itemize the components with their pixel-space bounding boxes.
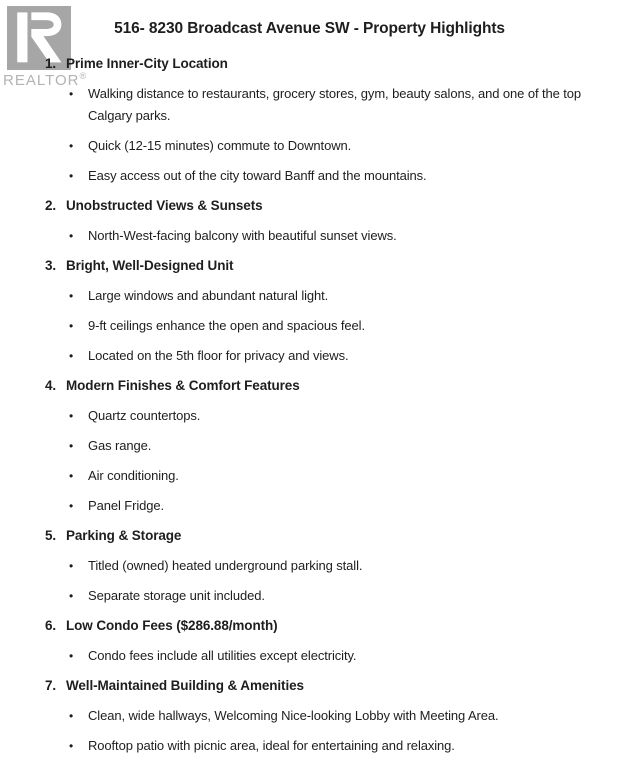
highlight-section	[45, 525, 596, 607]
section-title: Well-Maintained Building & Amenities	[66, 678, 304, 693]
highlight-section	[45, 375, 596, 517]
bullet-text: Condo fees include all utilities except electricity.	[88, 648, 357, 663]
bullet-text: Rooftop patio with picnic area, ideal for entertaining and relaxing.	[88, 738, 455, 753]
section-heading	[45, 255, 596, 277]
bullet-text: Panel Fridge.	[88, 498, 165, 513]
bullet-text: Located on the 5th floor for privacy and views.	[88, 348, 349, 363]
bullet-text: Large windows and abundant natural light.	[88, 288, 329, 303]
section-title: Unobstructed Views & Sunsets	[66, 198, 263, 213]
bullet-dot-icon: •	[69, 289, 74, 303]
highlight-section	[45, 255, 596, 367]
bullet-text: Separate storage unit included.	[88, 588, 265, 603]
section-number: 7.	[45, 678, 57, 693]
section-heading	[45, 615, 596, 637]
section-number: 4.	[45, 378, 57, 393]
bullet-item	[69, 165, 596, 187]
highlight-section	[45, 675, 596, 757]
realtor-watermark-text: REALTOR	[3, 72, 80, 89]
bullet-dot-icon: •	[69, 439, 74, 453]
bullet-dot-icon: •	[69, 349, 74, 363]
bullet-dot-icon: •	[69, 469, 74, 483]
bullet-text: North-West-facing balcony with beautiful sunset views.	[88, 228, 397, 243]
section-number: 5.	[45, 528, 57, 543]
bullet-dot-icon: •	[69, 139, 74, 153]
page-title: 516- 8230 Broadcast Avenue SW - Property Highlights	[114, 20, 505, 37]
section-number: 6.	[45, 618, 57, 633]
bullet-dot-icon: •	[69, 169, 74, 183]
bullet-text: Gas range.	[88, 438, 152, 453]
bullet-text: Easy access out of the city toward Banff and the mountains.	[88, 168, 427, 183]
bullet-dot-icon: •	[69, 319, 74, 333]
section-number: 3.	[45, 258, 57, 273]
bullet-item	[69, 585, 596, 607]
bullet-dot-icon: •	[69, 589, 74, 603]
bullet-dot-icon: •	[69, 649, 74, 663]
section-number: 1.	[45, 56, 57, 71]
section-title: Prime Inner-City Location	[66, 56, 228, 71]
section-title: Low Condo Fees ($286.88/month)	[66, 618, 278, 633]
bullet-item	[69, 555, 596, 577]
bullet-dot-icon: •	[69, 409, 74, 423]
bullet-item	[69, 135, 596, 157]
bullet-item	[69, 435, 596, 457]
bullet-text: Titled (owned) heated underground parking stall.	[88, 558, 363, 573]
bullet-item	[69, 315, 596, 337]
registered-trademark-symbol: ®	[79, 71, 87, 81]
bullet-item	[69, 345, 596, 367]
bullet-text: Walking distance to restaurants, grocery stores, gym, beauty salons, and one of the top Calgary parks.	[88, 86, 582, 123]
section-title: Bright, Well-Designed Unit	[66, 258, 234, 273]
highlight-section	[45, 615, 596, 667]
section-heading	[45, 525, 596, 547]
bullet-item	[69, 465, 596, 487]
bullet-text: Quick (12-15 minutes) commute to Downtown.	[88, 138, 352, 153]
bullet-item	[69, 645, 596, 667]
bullet-text: Quartz countertops.	[88, 408, 201, 423]
bullet-dot-icon: •	[69, 229, 74, 243]
section-number: 2.	[45, 198, 57, 213]
highlight-section	[45, 53, 596, 187]
highlights-list	[45, 53, 596, 757]
section-heading	[45, 53, 596, 75]
section-heading	[45, 675, 596, 697]
bullet-item	[69, 225, 596, 247]
bullet-item	[69, 285, 596, 307]
bullet-item	[69, 495, 596, 517]
bullet-text: Clean, wide hallways, Welcoming Nice-looking Lobby with Meeting Area.	[88, 708, 499, 723]
section-heading	[45, 375, 596, 397]
section-heading	[45, 195, 596, 217]
bullet-item	[69, 735, 596, 757]
bullet-text: Air conditioning.	[88, 468, 179, 483]
bullet-dot-icon: •	[69, 559, 74, 573]
bullet-dot-icon: •	[69, 87, 74, 101]
highlight-section	[45, 195, 596, 247]
bullet-text: 9-ft ceilings enhance the open and spacious feel.	[88, 318, 365, 333]
bullet-dot-icon: •	[69, 709, 74, 723]
bullet-item	[69, 83, 596, 127]
bullet-dot-icon: •	[69, 499, 74, 513]
bullet-item	[69, 405, 596, 427]
section-title: Modern Finishes & Comfort Features	[66, 378, 300, 393]
section-title: Parking & Storage	[66, 528, 182, 543]
bullet-dot-icon: •	[69, 739, 74, 753]
bullet-item	[69, 705, 596, 727]
